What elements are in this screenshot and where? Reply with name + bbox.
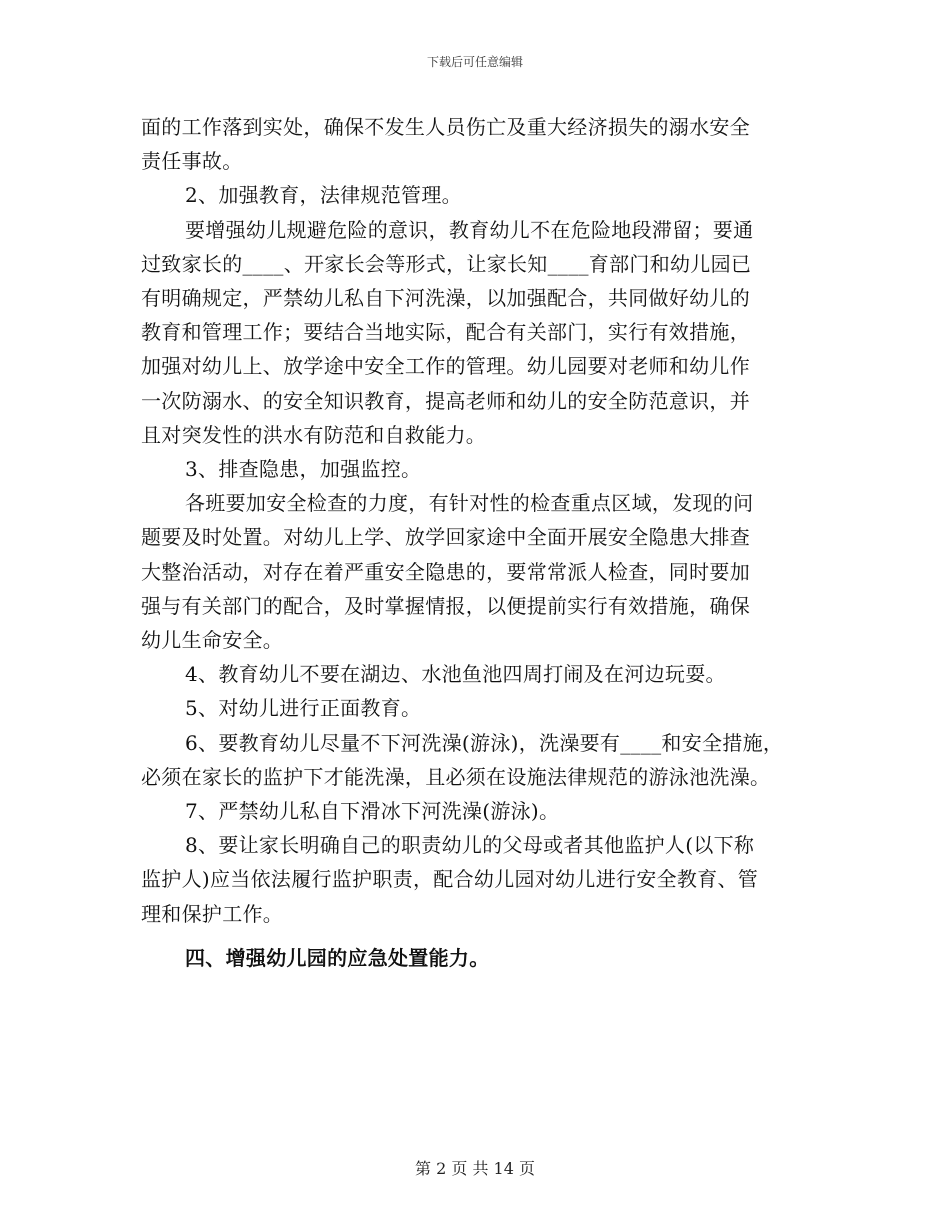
section-item-heading: 3、排查隐患，加强监控。 [185,457,422,482]
paragraph-line: 理和保护工作。 [141,901,284,926]
paragraph-line: 题要及时处置。对幼儿上学、放学回家途中全面开展安全隐患大排查 [141,525,750,550]
list-item: 8、要让家长明确自己的职责幼儿的父母或者其他监护人(以下称 [185,833,755,858]
list-item: 4、教育幼儿不要在湖边、水池鱼池四周打闹及在河边玩耍。 [185,662,726,687]
paragraph-line: 一次防溺水、的安全知识教育，提高老师和幼儿的安全防范意识，并 [141,388,750,413]
list-item: 7、严禁幼儿私自下滑冰下河洗澡(游泳)。 [185,799,560,824]
page-header: 下载后可任意编辑 [426,55,523,69]
paragraph-line: 各班要加安全检查的力度，有针对性的检查重点区域，发现的问 [185,491,754,516]
paragraph-line: 教育和管理工作；要结合当地实际，配合有关部门，实行有效措施， [141,320,750,345]
paragraph-line: 监护人)应当依法履行监护职责，配合幼儿园对幼儿进行安全教育、管 [141,867,759,892]
paragraph-line: 大整治活动，对存在着严重安全隐患的，要常常派人检查，同时要加 [141,559,750,584]
paragraph-line: 幼儿生命安全。 [141,628,284,653]
paragraph-line: 过致家长的____、开家长会等形式，让家长知____育部门和幼儿园已 [141,251,752,276]
section-heading: 四、增强幼儿园的应急处置能力。 [185,945,490,970]
section-item-heading: 2、加强教育，法律规范管理。 [185,183,462,208]
paragraph-line: 必须在家长的监护下才能洗澡，且必须在设施法律规范的游泳池洗澡。 [141,764,771,789]
list-item: 6、要教育幼儿尽量不下河洗澡(游泳)，洗澡要有____和安全措施， [185,730,784,755]
list-item: 5、对幼儿进行正面教育。 [185,696,422,721]
paragraph-line: 要增强幼儿规避危险的意识，教育幼儿不在危险地段滞留；要通 [185,217,754,242]
paragraph-line: 面的工作落到实处，确保不发生人员伤亡及重大经济损失的溺水安全 [141,115,750,139]
paragraph-line: 加强对幼儿上、放学途中安全工作的管理。幼儿园要对老师和幼儿作 [141,354,750,379]
paragraph-line: 且对突发性的洪水有防范和自救能力。 [141,422,487,447]
paragraph-line: 有明确规定，严禁幼儿私自下河洗澡，以加强配合，共同做好幼儿的 [141,286,750,311]
paragraph-line: 责任事故。 [141,149,243,174]
document-body [141,110,821,975]
paragraph-line: 强与有关部门的配合，及时掌握情报，以便提前实行有效措施，确保 [141,593,750,618]
page-number: 第 2 页 共 14 页 [415,1159,535,1178]
